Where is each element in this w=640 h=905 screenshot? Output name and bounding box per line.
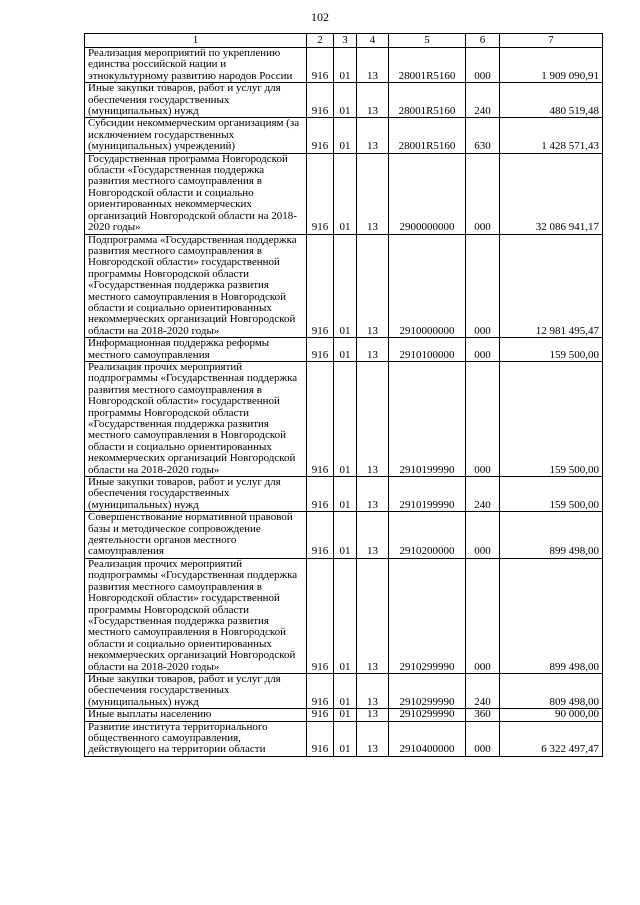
row-c7-cell: 1 428 571,43 xyxy=(500,118,603,153)
row-c2-cell: 916 xyxy=(307,83,334,118)
row-c7-cell: 159 500,00 xyxy=(500,361,603,476)
row-c4-cell: 13 xyxy=(357,709,389,721)
row-c5-cell: 2910199990 xyxy=(389,361,466,476)
row-c7-cell: 809 498,00 xyxy=(500,673,603,708)
table-row xyxy=(85,512,603,559)
row-c6-cell: 000 xyxy=(466,512,500,559)
row-c3-cell: 01 xyxy=(334,361,357,476)
row-c3-cell: 01 xyxy=(334,48,357,83)
row-c6-cell: 240 xyxy=(466,83,500,118)
row-c4-cell: 13 xyxy=(357,118,389,153)
row-c7-cell: 90 000,00 xyxy=(500,709,603,721)
table-row xyxy=(85,83,603,118)
row-c6-cell: 240 xyxy=(466,673,500,708)
row-c4-cell: 13 xyxy=(357,83,389,118)
row-c5-cell: 2910100000 xyxy=(389,338,466,362)
row-c7-cell: 1 909 090,91 xyxy=(500,48,603,83)
row-name-cell: Иные выплаты населению xyxy=(85,709,307,721)
row-c3-cell: 01 xyxy=(334,721,357,756)
table-row xyxy=(85,709,603,721)
row-c2-cell: 916 xyxy=(307,673,334,708)
row-c2-cell: 916 xyxy=(307,234,334,338)
row-c7-cell: 899 498,00 xyxy=(500,558,603,673)
row-c5-cell: 2910299990 xyxy=(389,709,466,721)
row-c6-cell: 360 xyxy=(466,709,500,721)
row-c3-cell: 01 xyxy=(334,709,357,721)
row-c3-cell: 01 xyxy=(334,83,357,118)
row-c6-cell: 000 xyxy=(466,48,500,83)
row-name-cell: Совершенствование нормативной правовой базы и методическое сопровождение деятельности органов местного самоуправления xyxy=(85,512,307,559)
row-name-cell: Иные закупки товаров, работ и услуг для обеспечения государственных (муниципальных) нужд xyxy=(85,673,307,708)
table-row xyxy=(85,234,603,338)
table-row xyxy=(85,361,603,476)
row-c6-cell: 240 xyxy=(466,477,500,512)
row-name-cell: Иные закупки товаров, работ и услуг для обеспечения государственных (муниципальных) нужд xyxy=(85,83,307,118)
column-header: 1 xyxy=(85,34,307,48)
row-c6-cell: 000 xyxy=(466,153,500,234)
table-row xyxy=(85,558,603,673)
row-name-cell: Государственная программа Новгородской области «Государственная поддержка развития местного самоуправления в Новгородской области и социально ориентированных некоммерческих организаций Новгородской области на 2018-2020 годы» xyxy=(85,153,307,234)
column-header: 7 xyxy=(500,34,603,48)
column-header: 4 xyxy=(357,34,389,48)
table-row xyxy=(85,118,603,153)
row-c6-cell: 630 xyxy=(466,118,500,153)
row-name-cell: Иные закупки товаров, работ и услуг для обеспечения государственных (муниципальных) нужд xyxy=(85,477,307,512)
row-c2-cell: 916 xyxy=(307,118,334,153)
row-c4-cell: 13 xyxy=(357,153,389,234)
row-c2-cell: 916 xyxy=(307,361,334,476)
table-row xyxy=(85,153,603,234)
row-name-cell: Подпрограмма «Государственная поддержка развития местного самоуправления в Новгородской области» государственной программы Новгородской области «Государственная поддержка развития местного самоуправления в Новгородской области и социально ориентированных некоммерческих организаций Новгородской области на 2018-2020 годы» xyxy=(85,234,307,338)
row-name-cell: Реализация мероприятий по укреплению единства российской нации и этнокультурному развитию народов России xyxy=(85,48,307,83)
row-c5-cell: 28001R5160 xyxy=(389,118,466,153)
row-c3-cell: 01 xyxy=(334,673,357,708)
row-c7-cell: 6 322 497,47 xyxy=(500,721,603,756)
row-c5-cell: 2910299990 xyxy=(389,558,466,673)
row-c7-cell: 159 500,00 xyxy=(500,477,603,512)
row-c2-cell: 916 xyxy=(307,338,334,362)
row-c4-cell: 13 xyxy=(357,477,389,512)
row-c6-cell: 000 xyxy=(466,234,500,338)
row-c3-cell: 01 xyxy=(334,234,357,338)
row-c6-cell: 000 xyxy=(466,558,500,673)
row-c3-cell: 01 xyxy=(334,153,357,234)
row-c4-cell: 13 xyxy=(357,558,389,673)
row-c2-cell: 916 xyxy=(307,48,334,83)
row-c5-cell: 28001R5160 xyxy=(389,48,466,83)
row-c7-cell: 12 981 495,47 xyxy=(500,234,603,338)
row-c3-cell: 01 xyxy=(334,477,357,512)
page-number: 102 xyxy=(311,10,329,24)
row-c7-cell: 899 498,00 xyxy=(500,512,603,559)
row-c4-cell: 13 xyxy=(357,361,389,476)
row-c3-cell: 01 xyxy=(334,558,357,673)
row-c7-cell: 480 519,48 xyxy=(500,83,603,118)
budget-table xyxy=(84,33,603,757)
row-c5-cell: 2910200000 xyxy=(389,512,466,559)
row-c2-cell: 916 xyxy=(307,477,334,512)
table-row xyxy=(85,721,603,756)
row-c4-cell: 13 xyxy=(357,234,389,338)
row-c4-cell: 13 xyxy=(357,512,389,559)
row-c7-cell: 32 086 941,17 xyxy=(500,153,603,234)
column-header: 3 xyxy=(334,34,357,48)
column-header: 5 xyxy=(389,34,466,48)
row-c4-cell: 13 xyxy=(357,338,389,362)
row-c6-cell: 000 xyxy=(466,361,500,476)
row-c5-cell: 2910299990 xyxy=(389,673,466,708)
row-c3-cell: 01 xyxy=(334,512,357,559)
row-name-cell: Реализация прочих мероприятий подпрограммы «Государственная поддержка развития местного самоуправления в Новгородской области» государственной программы Новгородской области «Государственная поддержка развития местного самоуправления в Новгородской области и социально ориентированных некоммерческих организаций Новгородской области на 2018-2020 годы» xyxy=(85,558,307,673)
column-header: 2 xyxy=(307,34,334,48)
row-c5-cell: 2910199990 xyxy=(389,477,466,512)
table-row xyxy=(85,338,603,362)
row-c6-cell: 000 xyxy=(466,721,500,756)
row-c4-cell: 13 xyxy=(357,48,389,83)
row-c4-cell: 13 xyxy=(357,721,389,756)
row-c5-cell: 2910400000 xyxy=(389,721,466,756)
row-c5-cell: 2900000000 xyxy=(389,153,466,234)
row-c2-cell: 916 xyxy=(307,709,334,721)
table-row xyxy=(85,48,603,83)
row-name-cell: Развитие института территориального общественного самоуправления, действующего на территории области xyxy=(85,721,307,756)
row-c3-cell: 01 xyxy=(334,118,357,153)
row-c6-cell: 000 xyxy=(466,338,500,362)
row-c5-cell: 28001R5160 xyxy=(389,83,466,118)
row-name-cell: Субсидии некоммерческим организациям (за исключением государственных (муниципальных) учреждений) xyxy=(85,118,307,153)
row-c7-cell: 159 500,00 xyxy=(500,338,603,362)
row-name-cell: Реализация прочих мероприятий подпрограммы «Государственная поддержка развития местного самоуправления в Новгородской области» государственной программы Новгородской области «Государственная поддержка развития местного самоуправления в Новгородской области и социально ориентированных некоммерческих организаций Новгородской области на 2018-2020 годы» xyxy=(85,361,307,476)
column-header: 6 xyxy=(466,34,500,48)
row-name-cell: Информационная поддержка реформы местного самоуправления xyxy=(85,338,307,362)
row-c2-cell: 916 xyxy=(307,558,334,673)
table-row xyxy=(85,477,603,512)
row-c3-cell: 01 xyxy=(334,338,357,362)
row-c2-cell: 916 xyxy=(307,512,334,559)
row-c4-cell: 13 xyxy=(357,673,389,708)
row-c2-cell: 916 xyxy=(307,153,334,234)
header-row xyxy=(85,34,603,48)
row-c2-cell: 916 xyxy=(307,721,334,756)
row-c5-cell: 2910000000 xyxy=(389,234,466,338)
table-row xyxy=(85,673,603,708)
